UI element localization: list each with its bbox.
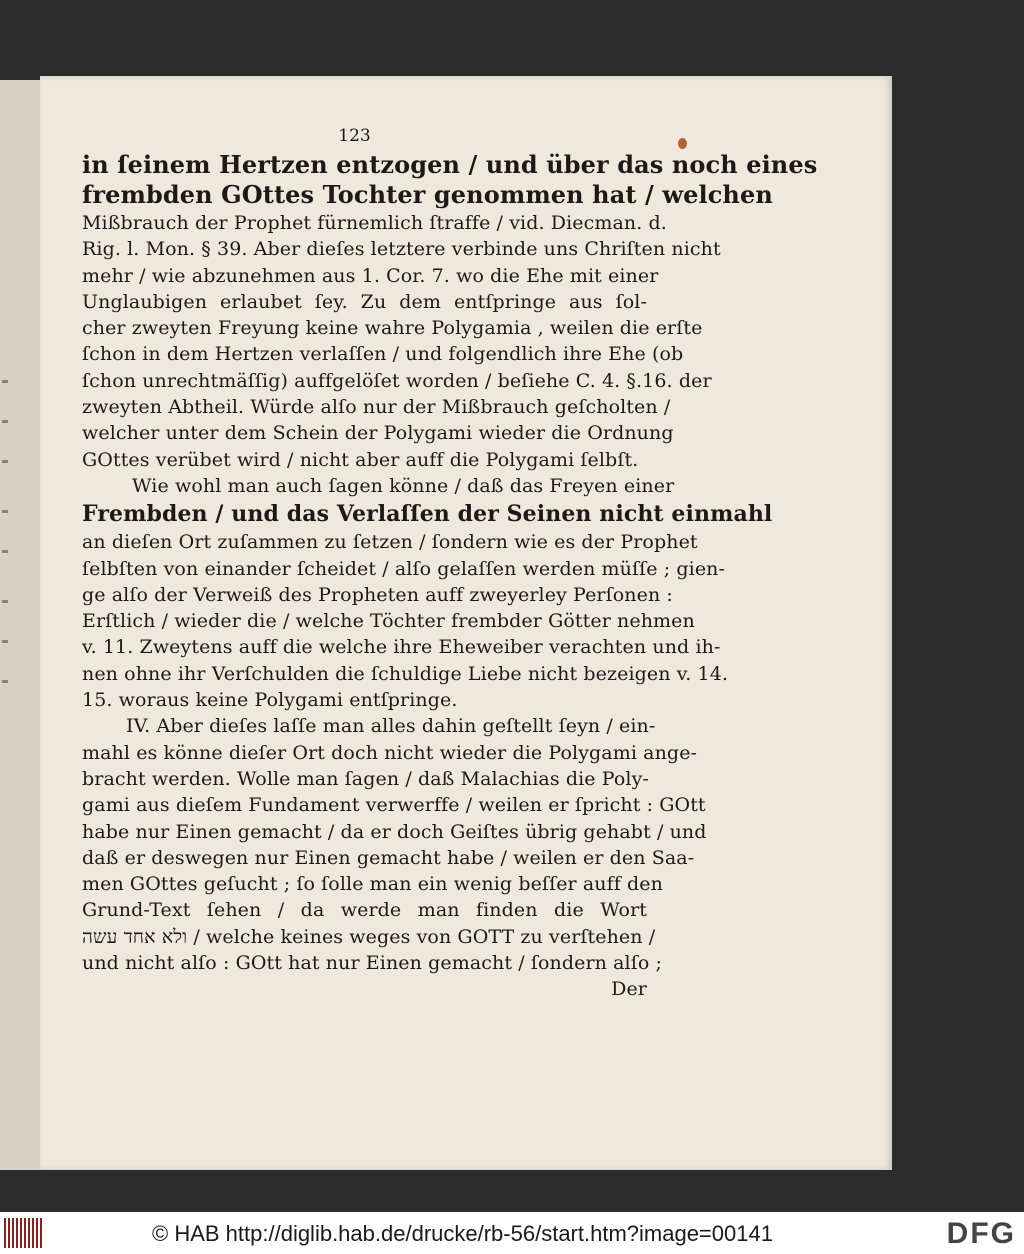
text-line: cher zweyten Freyung keine wahre Polygamia , weilen die erſte: [82, 317, 703, 340]
text-line: an dieſen Ort zuſammen zu ſetzen / ſondern wie es der Prophet: [82, 531, 698, 554]
text-line: Wie wohl man auch ſagen könne / daß das Freyen einer: [132, 474, 675, 497]
text-line: ולא אחד עשה / welche keines weges von GOTT zu verſtehen /: [82, 925, 656, 948]
text-line: in ſeinem Hertzen entzogen / und über das noch eines: [82, 150, 818, 179]
text-line: Grund-Text ſehen / da werde man finden die Wort: [82, 899, 647, 922]
text-line: 15. woraus keine Polygami entſpringe.: [82, 689, 458, 712]
text-line: v. 11. Zweytens auff die welche ihre Eheweiber verachten und ih-: [82, 636, 721, 659]
text-line: nen ohne ihr Verſchulden die ſchuldige Liebe nicht bezeigen v. 14.: [82, 662, 729, 685]
dfg-logo: DFG: [946, 1217, 1016, 1250]
text-line: ſelbſten von einander ſcheidet / alſo gelaſſen werden müſſe ; gien-: [82, 557, 726, 580]
text-line: men GOttes geſucht ; ſo ſolle man ein wenig beſſer auff den: [82, 873, 663, 896]
text-line: zweyten Abtheil. Würde alſo nur der Mißbrauch geſcholten /: [82, 396, 671, 419]
text-line: Mißbrauch der Prophet fürnemlich ſtraffe / vid. Diecman. d.: [82, 212, 667, 234]
text-line: mehr / wie abzunehmen aus 1. Cor. 7. wo die Ehe mit einer: [82, 264, 659, 287]
text-line: Rig. l. Mon. § 39. Aber dieſes letztere verbinde uns Chriſten nicht: [82, 238, 721, 261]
ink-stain: [678, 138, 687, 149]
text-line: ge alſo der Verweiß des Propheten auff zweyerley Perſonen :: [82, 583, 673, 606]
page-text: [82, 126, 818, 1003]
text-line: habe nur Einen gemacht / da er doch Geiſtes übrig gehabt / und: [82, 820, 707, 843]
text-line: GOttes verübet wird / nicht aber auff die Polygami ſelbſt.: [82, 448, 639, 471]
text-line: frembden GOttes Tochter genommen hat / welchen: [82, 180, 773, 209]
copyright-link[interactable]: © HAB http://diglib.hab.de/drucke/rb-56/start.htm?image=00141: [152, 1221, 773, 1246]
left-page-edge: [0, 80, 41, 1170]
hab-barcode-icon: [4, 1218, 44, 1248]
footer-bar: [0, 1212, 1024, 1254]
text-line: ſchon in dem Hertzen verlaſſen / und folgendlich ihre Ehe (ob: [82, 343, 684, 366]
text-line: Erſtlich / wieder die / welche Töchter frembder Götter nehmen: [82, 610, 695, 633]
scanned-page: [40, 76, 892, 1170]
page-number: 123: [338, 126, 371, 146]
text-line: IV. Aber dieſes laſſe man alles dahin geſtellt ſeyn / ein-: [126, 715, 656, 738]
text-line: und nicht alſo : GOtt hat nur Einen gemacht / ſondern alſo ;: [82, 952, 663, 975]
text-line: Frembden / und das Verlaſſen der Seinen nicht einmahl: [82, 501, 773, 528]
text-line: Unglaubigen erlaubet ſey. Zu dem entſpringe aus ſol-: [82, 290, 647, 313]
text-line: ſchon unrechtmäſſig) auffgelöſet worden / beſiehe C. 4. §.16. der: [82, 369, 712, 392]
catchword: Der: [611, 978, 647, 1001]
text-line: bracht werden. Wolle man ſagen / daß Malachias die Poly-: [82, 767, 649, 790]
text-line: welcher unter dem Schein der Polygami wieder die Ordnung: [82, 422, 674, 445]
text-line: gami aus dieſem Fundament verwerffe / weilen er ſpricht : GOtt: [82, 794, 706, 817]
text-line: daß er deswegen nur Einen gemacht habe / weilen er den Saa-: [82, 846, 695, 869]
text-line: mahl es könne dieſer Ort doch nicht wieder die Polygami ange-: [82, 741, 698, 764]
